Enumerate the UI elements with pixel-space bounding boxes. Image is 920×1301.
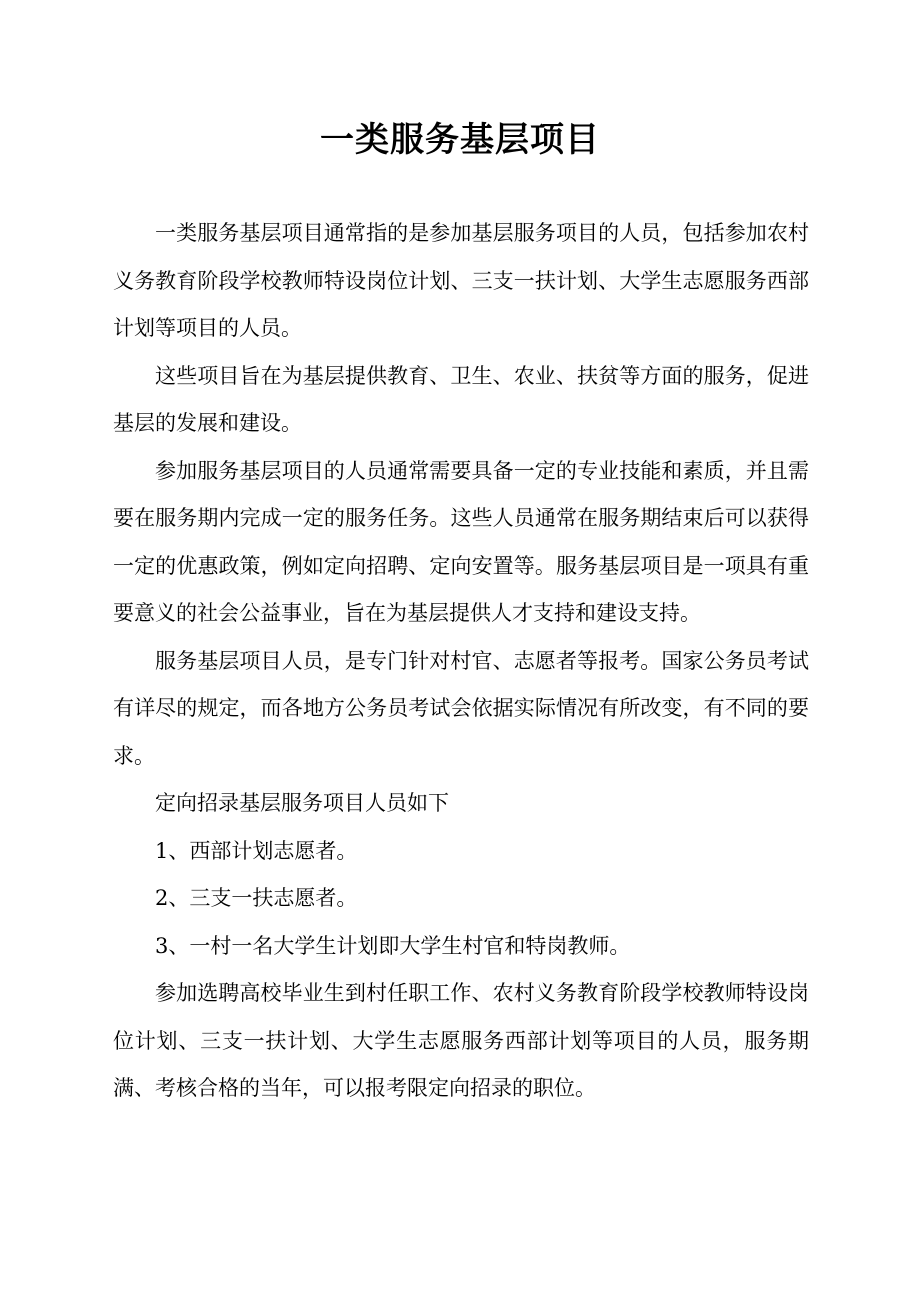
paragraph-list-intro: 定向招录基层服务项目人员如下 bbox=[155, 791, 449, 815]
paragraph-purpose: 这些项目旨在为基层提供教育、卫生、农业、扶贫等方面的服务，促进基层的发展和建设。 bbox=[113, 363, 809, 435]
list-item-1: 1、西部计划志愿者。 bbox=[155, 838, 358, 863]
paragraph-exam-rules: 服务基层项目人员，是专门针对村官、志愿者等报考。国家公务员考试有详尽的规定，而各地方公务员考试会依据实际情况有所改变，有不同的要求。 bbox=[113, 648, 809, 768]
list-item-3: 3、一村一名大学生计划即大学生村官和特岗教师。 bbox=[155, 933, 631, 958]
list-item-2: 2、三支一扶志愿者。 bbox=[155, 886, 358, 910]
paragraph-eligibility: 参加选聘高校毕业生到村任职工作、农村义务教育阶段学校教师特设岗位计划、三支一扶计划、大学生志愿服务西部计划等项目的人员，服务期满、考核合格的当年，可以报考限定向招录的职位。 bbox=[113, 981, 809, 1100]
document-body bbox=[113, 210, 809, 1113]
document-title: 一类服务基层项目 bbox=[320, 120, 600, 160]
paragraph-requirements: 参加服务基层项目的人员通常需要具备一定的专业技能和素质，并且需要在服务期内完成一定的服务任务。这些人员通常在服务期结束后可以获得一定的优惠政策，例如定向招聘、定向安置等。服务基层项目是一项具有重要意义的社会公益事业，旨在为基层提供人才支持和建设支持。 bbox=[113, 458, 809, 625]
paragraph-definition: 一类服务基层项目通常指的是参加基层服务项目的人员，包括参加农村义务教育阶段学校教师特设岗位计划、三支一扶计划、大学生志愿服务西部计划等项目的人员。 bbox=[113, 221, 809, 340]
